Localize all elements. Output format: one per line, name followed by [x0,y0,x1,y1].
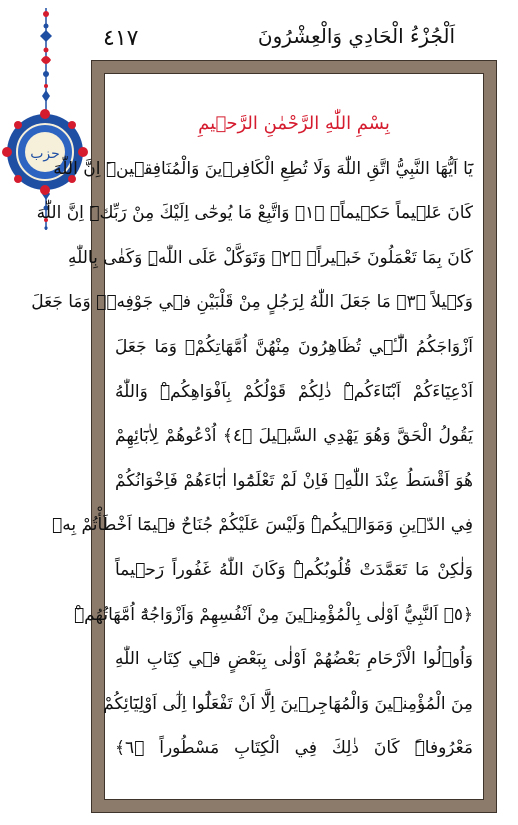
text-line: وَاُو۬لُوا الْاَرْحَامِ بَعْضُهُمْ اَوْلٰى بِبَعْضٍ ف۪ي كِتَابِ اللّٰهِ [115,649,473,670]
text-line: فِي الدّ۪ينِ وَمَوَال۪يكُمْۜ وَلَيْسَ عَلَيْكُمْ جُنَاحٌ ف۪يمَٓا اَخْطَأْتُمْ بِه۪ [52,515,473,536]
page-header [95,22,495,52]
text-line: وَك۪يلاً ﴿٣﴾ مَا جَعَلَ اللّٰهُ لِرَجُلٍ مِنْ قَلْبَيْنِ ف۪ي جَوْفِه۪ۚ وَمَا جَعَلَ [31,292,473,313]
text-line: هُوَ اَقْسَطُ عِنْدَ اللّٰهِۚ فَاِنْ لَمْ تَعْلَمُٓوا اٰبَٓاءَهُمْ فَاِخْوَانُكُمْ [115,470,473,491]
page-number: ٤١٧ [103,26,139,51]
juz-title: اَلْجُزْءُ الْحَادِي وَالْعِشْرُونَ [257,24,455,48]
text-line: مِنَ الْمُؤْمِن۪ينَ وَالْمُهَاجِر۪ينَ اِلَّٓا اَنْ تَفْعَلُٓوا اِلٰٓى اَوْلِيَٓائِكُمْ [103,693,473,714]
text-line: اَدْعِيَٓاءَكُمْ اَبْنَٓاءَكُمْۜ ذٰلِكُمْ قَوْلُكُمْ بِاَفْوَاهِكُمْۜ وَاللّٰهُ [115,381,473,402]
text-line: يَقُولُ الْحَقَّ وَهُوَ يَهْدِي السَّب۪يلَ ﴿٤﴾ اُدْعُوهُمْ لِاٰبَٓائِهِمْ [115,426,473,447]
text-line: ﴿٥﴾ اَلنَّبِيُّ اَوْلٰى بِالْمُؤْمِن۪ينَ مِنْ اَنْفُسِهِمْ وَاَزْوَاجُهُٓ اُمَّهَاتُهُمْۜ [73,604,473,625]
text-line: كَانَ بِمَا تَعْمَلُونَ خَب۪يراًۙ ﴿٢﴾ وَتَوَكَّلْ عَلَى اللّٰهِۜ وَكَفٰى بِاللّٰهِ [68,247,473,268]
text-line: وَلٰكِنْ مَا تَعَمَّدَتْ قُلُوبُكُمْۜ وَكَانَ اللّٰهُ غَفُوراً رَح۪يماً [115,559,473,580]
text-line: يَٓا اَيُّهَا النَّبِيُّ اتَّقِ اللّٰهَ وَلَا تُطِعِ الْكَافِر۪ينَ وَالْمُنَافِق۪ينَۜ اِنَّ اللّٰهَ [53,158,473,179]
basmala: بِسْمِ اللّٰهِ الرَّحْمٰنِ الرَّح۪يمِ [198,113,390,134]
medallion-label: حزب [30,146,60,162]
text-line: اَزْوَاجَكُمُ الّٰٓـ۪ٔي تُظَاهِرُونَ مِنْهُنَّ اُمَّهَاتِكُمْۚ وَمَا جَعَلَ [115,336,473,357]
text-line: مَعْرُوفاًۜ كَانَ ذٰلِكَ فِي الْكِتَابِ مَسْطُوراً ﴿٦﴾ [115,738,473,759]
text-line: كَانَ عَل۪يماً حَك۪يماًۙ ﴿١﴾ وَاتَّبِعْ مَا يُوحٰٓى اِلَيْكَ مِنْ رَبِّكَۜ اِنَّ اللّٰهَ [36,203,473,224]
